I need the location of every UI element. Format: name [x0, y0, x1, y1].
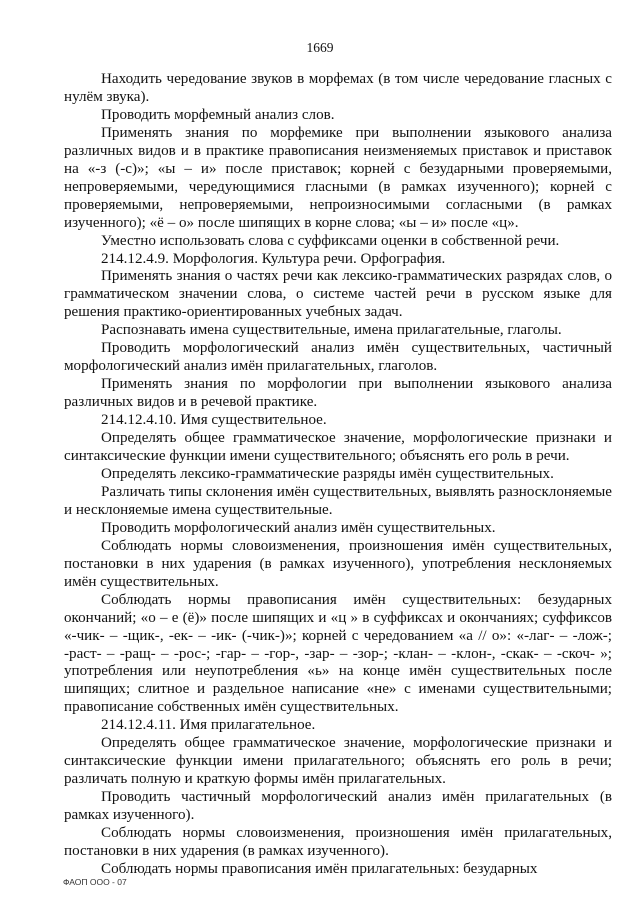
paragraph: Определять общее грамматическое значение, морфологические признаки и синтаксические функции имени прилагательного; объяснять его роль в речи; различать полную и краткую формы имён прилагательных. [64, 735, 612, 788]
section-heading: 214.12.4.11. Имя прилагательное. [101, 717, 316, 734]
document-body [64, 71, 612, 879]
paragraph: Находить чередование звуков в морфемах (в том числе чередование гласных с нулём звука). [64, 71, 612, 105]
paragraph: Соблюдать нормы словоизменения, произношения имён прилагательных, постановки в них ударения (в рамках изученного). [64, 825, 612, 859]
paragraph: Распознавать имена существительные, имена прилагательные, глаголы. [101, 322, 562, 339]
paragraph: Определять лексико-грамматические разряды имён существительных. [101, 465, 554, 482]
paragraph: Применять знания по морфологии при выполнении языкового анализа различных видов и в речевой практике. [64, 376, 612, 411]
paragraph: Определять общее грамматическое значение, морфологические признаки и синтаксические функции имени существительного; объяснять его роль в речи. [64, 430, 612, 465]
section-heading: 214.12.4.9. Морфология. Культура речи. Орфография. [101, 250, 446, 267]
paragraph: Проводить морфемный анализ слов. [101, 106, 335, 123]
paragraph: Проводить частичный морфологический анализ имён прилагательных (в рамках изученного). [64, 789, 612, 824]
paragraph: Уместно использовать слова с суффиксами оценки в собственной речи. [101, 232, 560, 249]
paragraph: Проводить морфологический анализ имён существительных, частичный морфологический анализ имён прилагательных, глаголов. [64, 340, 612, 375]
paragraph: Соблюдать нормы правописания имён прилагательных: безударных [101, 860, 538, 877]
footer-code: ФАОП ООО - 07 [63, 877, 127, 887]
paragraph: Применять знания по морфемике при выполнении языкового анализа различных видов и в практике правописания неизменяемых приставок и приставок на «-з (-с)»; «ы – и» после приставок; корней с безударными проверяемыми, непроверяемыми, чередующимися гласными (в рамках изученного); корней с проверяемыми, непроверяемыми, непроизносимыми согласными (в рамках изученного); «ё – о» после шипящих в корне слова; «ы – и» после «ц». [64, 124, 612, 231]
paragraph: Различать типы склонения имён существительных, выявлять разносклоняемые и несклоняемые имена существительные. [64, 483, 612, 518]
page-number: 1669 [306, 40, 334, 55]
section-heading: 214.12.4.10. Имя существительное. [101, 412, 327, 429]
paragraph: Проводить морфологический анализ имён существительных. [101, 519, 496, 536]
paragraph: Применять знания о частях речи как лексико-грамматических разрядах слов, о грамматическом значении слова, о системе частей речи в русском языке для решения практико-ориентированных учебных задач. [64, 268, 612, 321]
paragraph: Соблюдать нормы правописания имён существительных: безударных окончаний; «о – е (ё)» после шипящих и «ц » в суффиксах и окончаниях; суффиксов «-чик- – -щик-, -ек- – -ик- (-чик-)»; корней с чередованием «а // о»: «-лаг- – -лож-; -раст- – -ращ- – -рос-; -гар- – -гор-, -зар- – -зор-; -клан- – -клон-, -скак- – -скоч- »; употребления или неупотребления «ь» на конце имён существительных после шипящих; слитное и раздельное написание «не» с именами существительными; правописание собственных имён существительных. [64, 591, 612, 716]
paragraph: Соблюдать нормы словоизменения, произношения имён существительных, постановки в них ударения (в рамках изученного), употребления несклоняемых имён существительных. [64, 537, 612, 590]
